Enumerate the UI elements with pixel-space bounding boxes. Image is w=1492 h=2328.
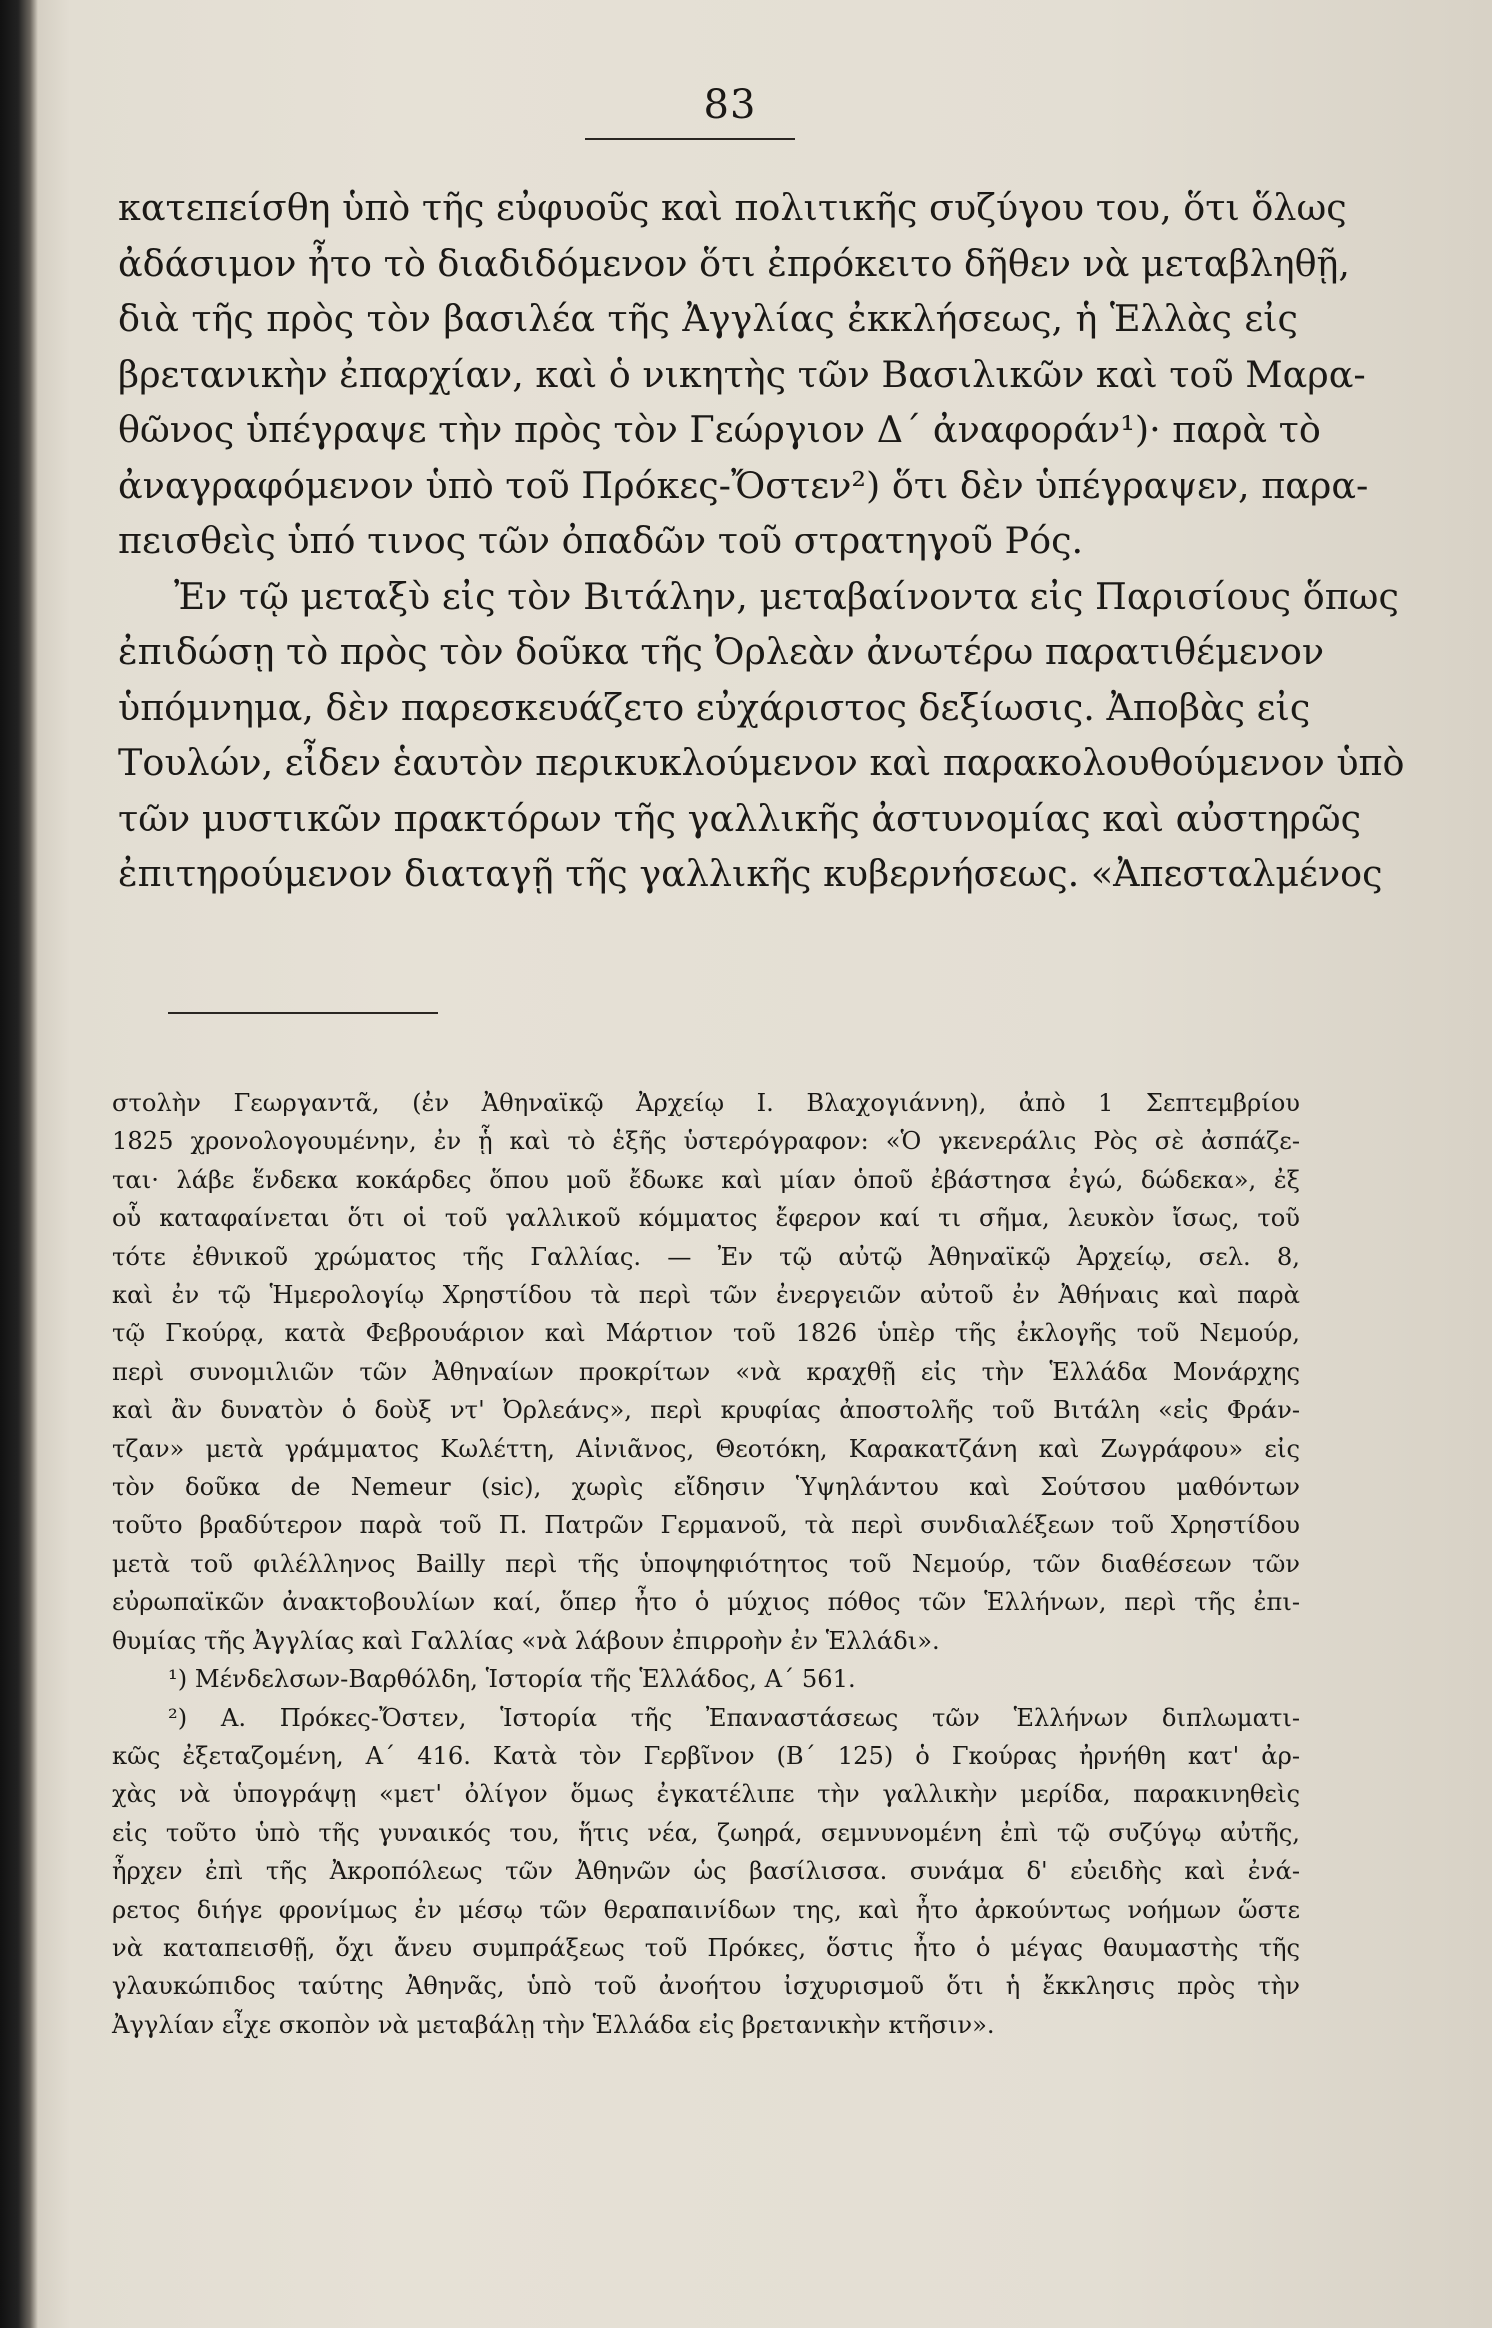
text-line: Ἐν τῷ μεταξὺ εἰς τὸν Βιτάλην, μεταβαίνοντα εἰς Παρισίους ὅπως (174, 574, 1399, 618)
footnote-line: εὐρωπαϊκῶν ἀνακτοβουλίων καί, ὅπερ ἦτο ὁ μύχιος πόθος τῶν Ἑλλήνων, περὶ τῆς ἐπι- (112, 1588, 1300, 1617)
footnotes-block (112, 1084, 1300, 2044)
footnote-line: ρετος διήγε φρονίμως ἐν μέσῳ τῶν θεραπαινίδων της, καὶ ἦτο ἀρκούντως νοήμων ὥστε (112, 1895, 1300, 1924)
footnote-line: τὸν δοῦκα de Nemeur (sic), χωρὶς εἴδησιν Ὑψηλάντου καὶ Σούτσου μαθόντων (112, 1473, 1300, 1502)
footnote-line: μετὰ τοῦ φιλέλληνος Bailly περὶ τῆς ὑποψηφιότητος τοῦ Νεμούρ, τῶν διαθέσεων τῶν (112, 1549, 1300, 1578)
footnote-line: ἦρχεν ἐπὶ τῆς Ἀκροπόλεως τῶν Ἀθηνῶν ὡς βασίλισσα. συνάμα δ' εὐειδὴς καὶ ἐνά- (112, 1857, 1300, 1886)
footnote-1: ¹) Μένδελσων-Βαρθόλδη, Ἱστορία τῆς Ἑλλάδος, Α΄ 561. (168, 1665, 856, 1694)
footnote-line: περὶ συνομιλιῶν τῶν Ἀθηναίων προκρίτων «νὰ κραχθῇ εἰς τὴν Ἑλλάδα Μονάρχης (112, 1357, 1300, 1386)
text-line: τῶν μυστικῶν πρακτόρων τῆς γαλλικῆς ἀστυνομίας καὶ αὐστηρῶς (118, 796, 1362, 840)
text-line: κατεπείσθη ὑπὸ τῆς εὐφυοῦς καὶ πολιτικῆς συζύγου του, ὅτι ὅλως (118, 186, 1347, 229)
footnote-line: τῷ Γκούρᾳ, κατὰ Φεβρουάριον καὶ Μάρτιον τοῦ 1826 ὑπὲρ τῆς ἐκλογῆς τοῦ Νεμούρ, (112, 1319, 1300, 1348)
text-line: ἀδάσιμον ἦτο τὸ διαδιδόμενον ὅτι ἐπρόκειτο δῆθεν νὰ μεταβληθῇ, (118, 241, 1351, 285)
footnote-separator (168, 1012, 438, 1014)
page-number: 83 (703, 82, 757, 128)
footnote-line: γλαυκώπιδος ταύτης Ἀθηνᾶς, ὑπὸ τοῦ ἀνοήτου ἰσχυρισμοῦ ὅτι ἡ ἔκκλησις πρὸς τὴν (112, 1972, 1300, 2001)
footnote-line: καὶ ἐν τῷ Ἡμερολογίῳ Χρηστίδου τὰ περὶ τῶν ἐνεργειῶν αὐτοῦ ἐν Ἀθήναις καὶ παρὰ (112, 1281, 1300, 1310)
footnote-line: νὰ καταπεισθῇ, ὄχι ἄνευ συμπράξεως τοῦ Πρόκες, ὅστις ἦτο ὁ μέγας θαυμαστὴς τῆς (112, 1933, 1300, 1962)
book-spine-shadow (0, 0, 38, 2328)
text-line: ὑπόμνημα, δὲν παρεσκευάζετο εὐχάριστος δεξίωσις. Ἀποβὰς εἰς (118, 685, 1311, 729)
text-line: Τουλών, εἶδεν ἑαυτὸν περικυκλούμενον καὶ παρακολουθούμενον ὑπὸ (118, 741, 1405, 784)
footnote-line: εἰς τοῦτο ὑπὸ τῆς γυναικός του, ἥτις νέα, ζωηρά, σεμνυνομένη ἐπὶ τῷ συζύγῳ αὐτῆς, (112, 1818, 1300, 1847)
text-line: ἐπιτηρούμενον διαταγῇ τῆς γαλλικῆς κυβερνήσεως. «Ἀπεσταλμένος (118, 852, 1383, 895)
footnote-line: κῶς ἐξεταζομένη, Α΄ 416. Κατὰ τὸν Γερβῖνον (Β΄ 125) ὁ Γκούρας ἠρνήθη κατ' ἀρ- (112, 1741, 1300, 1770)
footnote-line: στολὴν Γεωργαντᾶ, (ἐν Ἀθηναϊκῷ Ἀρχείῳ Ι. Βλαχογιάννη), ἀπὸ 1 Σεπτεμβρίου (112, 1089, 1300, 1117)
text-line: ἐπιδώσῃ τὸ πρὸς τὸν δοῦκα τῆς Ὀρλεὰν ἀνωτέρω παρατιθέμενον (118, 630, 1325, 673)
footnote-line: 1825 χρονολογουμένην, ἐν ᾗ καὶ τὸ ἑξῆς ὑστερόγραφον: «Ὁ γκενεράλις Ρὸς σὲ ἀσπάζε- (112, 1127, 1300, 1156)
text-line: διὰ τῆς πρὸς τὸν βασιλέα τῆς Ἀγγλίας ἐκκλήσεως, ἡ Ἑλλὰς εἰς (118, 297, 1298, 340)
footnote-line: Ἀγγλίαν εἶχε σκοπὸν νὰ μεταβάλῃ τὴν Ἑλλάδα εἰς βρετανικὴν κτῆσιν». (112, 2010, 995, 2039)
text-line: θῶνος ὑπέγραψε τὴν πρὸς τὸν Γεώργιον Δ΄ ἀναφοράν¹)· παρὰ τὸ (118, 408, 1321, 451)
footnote-line: τότε ἐθνικοῦ χρώματος τῆς Γαλλίας. — Ἐν τῷ αὐτῷ Ἀθηναϊκῷ Ἀρχείῳ, σελ. 8, (112, 1242, 1300, 1271)
text-line: ἀναγραφόμενον ὑπὸ τοῦ Πρόκες-Ὄστεν²) ὅτι δὲν ὑπέγραψεν, παρα- (118, 463, 1369, 507)
main-text-block (118, 180, 1405, 902)
footnote-line: τοῦτο βραδύτερον παρὰ τοῦ Π. Πατρῶν Γερμανοῦ, τὰ περὶ συνδιαλέξεων τοῦ Χρηστίδου (112, 1511, 1300, 1540)
header-rule (585, 138, 795, 140)
text-line: πεισθεὶς ὑπό τινος τῶν ὀπαδῶν τοῦ στρατηγοῦ Ρός. (118, 519, 1084, 562)
footnote-line: ται· λάβε ἕνδεκα κοκάρδες ὅπου μοῦ ἔδωκε καὶ μίαν ὁποῦ ἐβάστησα ἐγώ, δώδεκα», ἐξ (112, 1165, 1300, 1194)
footnote-line: καὶ ἂν δυνατὸν ὁ δοὺξ ντ' Ὀρλεάνς», περὶ κρυφίας ἀποστολῆς τοῦ Βιτάλη «εἰς Φράν- (112, 1396, 1300, 1425)
footnote-line: οὗ καταφαίνεται ὅτι οἱ τοῦ γαλλικοῦ κόμματος ἔφερον καί τι σῆμα, λευκὸν ἴσως, τοῦ (112, 1204, 1300, 1233)
footnote-line: θυμίας τῆς Ἀγγλίας καὶ Γαλλίας «νὰ λάβουν ἐπιρροὴν ἐν Ἑλλάδι». (112, 1626, 940, 1655)
text-line: βρετανικὴν ἐπαρχίαν, καὶ ὁ νικητὴς τῶν Βασιλικῶν καὶ τοῦ Μαρα- (118, 352, 1366, 396)
footnote-2: ²) Α. Πρόκες-Ὄστεν, Ἱστορία τῆς Ἐπαναστάσεως τῶν Ἑλλήνων διπλωματι- (168, 1703, 1300, 1732)
footnote-line: τζαν» μετὰ γράμματος Κωλέττη, Αἰνιᾶνος, Θεοτόκη, Καρακατζάνη καὶ Ζωγράφου» εἰς (112, 1434, 1300, 1463)
footnote-line: χὰς νὰ ὑπογράψῃ «μετ' ὀλίγον ὅμως ἐγκατέλιπε τὴν γαλλικὴν μερίδα, παρακινηθεὶς (112, 1780, 1300, 1809)
